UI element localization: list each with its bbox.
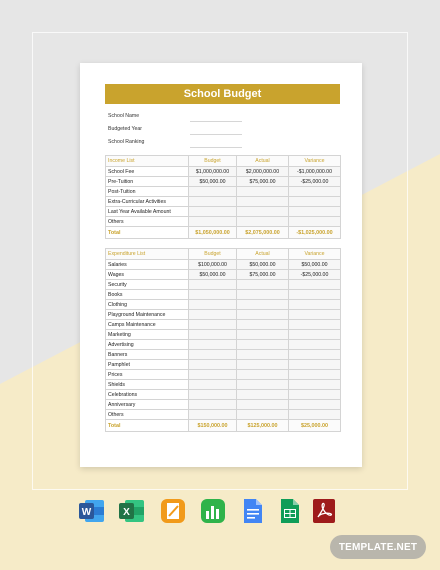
value-cell bbox=[189, 370, 237, 380]
value-cell bbox=[237, 207, 289, 217]
table-row bbox=[106, 320, 341, 330]
value-cell bbox=[289, 330, 341, 340]
value-cell bbox=[237, 300, 289, 310]
table-row bbox=[106, 360, 341, 370]
value-cell bbox=[237, 320, 289, 330]
value-cell bbox=[237, 400, 289, 410]
table-row bbox=[106, 260, 341, 270]
word-icon[interactable] bbox=[78, 497, 106, 525]
table-row bbox=[106, 300, 341, 310]
row-label: Prices bbox=[106, 370, 189, 380]
row-label: Shields bbox=[106, 380, 189, 390]
row-label: Wages bbox=[106, 270, 189, 280]
value-cell bbox=[189, 380, 237, 390]
value-cell bbox=[189, 350, 237, 360]
row-label: Celebrations bbox=[106, 390, 189, 400]
table-row bbox=[106, 400, 341, 410]
value-cell bbox=[237, 360, 289, 370]
value-cell bbox=[189, 360, 237, 370]
income-header-row bbox=[106, 156, 341, 167]
table-row bbox=[106, 350, 341, 360]
table-row bbox=[106, 270, 341, 280]
row-label: Pre-Tuition bbox=[106, 177, 189, 187]
google-docs-icon[interactable] bbox=[238, 497, 266, 525]
row-label: Last Year Available Amount bbox=[106, 207, 189, 217]
table-row bbox=[106, 187, 341, 197]
table-row bbox=[106, 380, 341, 390]
income-column-header: Budget bbox=[189, 156, 237, 167]
info-label-school-ranking: School Ranking bbox=[108, 139, 145, 145]
row-label: Others bbox=[106, 217, 189, 227]
table-row bbox=[106, 197, 341, 207]
table-row bbox=[106, 207, 341, 217]
value-cell bbox=[237, 410, 289, 420]
value-cell bbox=[289, 350, 341, 360]
table-row bbox=[106, 410, 341, 420]
numbers-icon[interactable] bbox=[199, 497, 227, 525]
value-cell: $2,000,000.00 bbox=[237, 167, 289, 177]
row-label: Playground Maintenance bbox=[106, 310, 189, 320]
total-value: $1,050,000.00 bbox=[189, 227, 237, 239]
value-cell bbox=[189, 197, 237, 207]
total-value: -$1,025,000.00 bbox=[289, 227, 341, 239]
value-cell bbox=[289, 380, 341, 390]
info-label-school-name: School Name bbox=[108, 113, 140, 119]
value-cell bbox=[189, 390, 237, 400]
excel-icon[interactable] bbox=[118, 497, 146, 525]
value-cell bbox=[189, 300, 237, 310]
value-cell bbox=[237, 187, 289, 197]
document-page bbox=[80, 63, 362, 467]
total-value: $125,000.00 bbox=[237, 420, 289, 432]
income-column-header: Income List bbox=[106, 156, 189, 167]
row-label: Extra-Curricular Activities bbox=[106, 197, 189, 207]
row-label: Anniversary bbox=[106, 400, 189, 410]
value-cell bbox=[289, 207, 341, 217]
value-cell bbox=[189, 340, 237, 350]
value-cell bbox=[289, 370, 341, 380]
value-cell bbox=[289, 340, 341, 350]
income-column-header: Actual bbox=[237, 156, 289, 167]
value-cell: $50,000.00 bbox=[237, 260, 289, 270]
value-cell bbox=[289, 410, 341, 420]
row-label: Camps Maintenance bbox=[106, 320, 189, 330]
info-line-school-name bbox=[190, 121, 242, 122]
income-column-header: Variance bbox=[289, 156, 341, 167]
value-cell bbox=[237, 390, 289, 400]
table-row bbox=[106, 310, 341, 320]
row-label: Salaries bbox=[106, 260, 189, 270]
value-cell: $50,000.00 bbox=[189, 270, 237, 280]
value-cell bbox=[189, 320, 237, 330]
table-row bbox=[106, 330, 341, 340]
total-label: Total bbox=[106, 227, 189, 239]
table-row bbox=[106, 370, 341, 380]
pages-icon[interactable] bbox=[159, 497, 187, 525]
value-cell bbox=[237, 217, 289, 227]
value-cell bbox=[189, 207, 237, 217]
table-row bbox=[106, 177, 341, 187]
value-cell bbox=[289, 360, 341, 370]
value-cell bbox=[189, 290, 237, 300]
row-label: Security bbox=[106, 280, 189, 290]
value-cell bbox=[289, 217, 341, 227]
value-cell bbox=[289, 187, 341, 197]
expenditure-column-header: Actual bbox=[237, 249, 289, 260]
value-cell bbox=[237, 197, 289, 207]
row-label: Pamphlet bbox=[106, 360, 189, 370]
value-cell bbox=[189, 217, 237, 227]
value-cell bbox=[189, 400, 237, 410]
value-cell bbox=[237, 340, 289, 350]
row-label: Clothing bbox=[106, 300, 189, 310]
income-table bbox=[105, 155, 341, 239]
value-cell bbox=[289, 300, 341, 310]
expenditure-table bbox=[105, 248, 341, 432]
value-cell: -$25,000.00 bbox=[289, 270, 341, 280]
info-label-budgeted-year: Budgeted Year bbox=[108, 126, 143, 132]
total-row bbox=[106, 420, 341, 432]
value-cell bbox=[237, 350, 289, 360]
total-row bbox=[106, 227, 341, 239]
svg-text:W: W bbox=[81, 507, 92, 518]
table-row bbox=[106, 390, 341, 400]
value-cell bbox=[237, 290, 289, 300]
total-value: $25,000.00 bbox=[289, 420, 341, 432]
value-cell: $1,000,000.00 bbox=[189, 167, 237, 177]
row-label: School Fee bbox=[106, 167, 189, 177]
value-cell bbox=[289, 400, 341, 410]
table-row bbox=[106, 290, 341, 300]
info-line-school-ranking bbox=[190, 147, 242, 148]
row-label: Books bbox=[106, 290, 189, 300]
google-sheets-icon[interactable] bbox=[275, 497, 303, 525]
value-cell: $75,000.00 bbox=[237, 177, 289, 187]
total-label: Total bbox=[106, 420, 189, 432]
value-cell bbox=[189, 410, 237, 420]
svg-text:X: X bbox=[123, 507, 130, 518]
value-cell: -$25,000.00 bbox=[289, 177, 341, 187]
table-row bbox=[106, 340, 341, 350]
value-cell bbox=[289, 310, 341, 320]
row-label: Post-Tuition bbox=[106, 187, 189, 197]
expenditure-column-header: Budget bbox=[189, 249, 237, 260]
pdf-icon[interactable] bbox=[310, 497, 338, 525]
total-value: $2,075,000.00 bbox=[237, 227, 289, 239]
total-value: $150,000.00 bbox=[189, 420, 237, 432]
info-line-budgeted-year bbox=[190, 134, 242, 135]
value-cell bbox=[189, 330, 237, 340]
format-icons bbox=[0, 497, 440, 525]
value-cell bbox=[189, 310, 237, 320]
brand-badge[interactable]: TEMPLATE.NET bbox=[330, 535, 426, 559]
document-title: School Budget bbox=[105, 84, 340, 104]
expenditure-column-header: Expenditure List bbox=[106, 249, 189, 260]
value-cell bbox=[289, 290, 341, 300]
value-cell bbox=[289, 390, 341, 400]
value-cell: $50,000.00 bbox=[189, 177, 237, 187]
value-cell bbox=[189, 187, 237, 197]
expenditure-column-header: Variance bbox=[289, 249, 341, 260]
value-cell bbox=[289, 280, 341, 290]
value-cell bbox=[237, 330, 289, 340]
value-cell bbox=[189, 280, 237, 290]
value-cell: $75,000.00 bbox=[237, 270, 289, 280]
value-cell bbox=[237, 380, 289, 390]
value-cell bbox=[237, 370, 289, 380]
value-cell bbox=[237, 310, 289, 320]
value-cell: $100,000.00 bbox=[189, 260, 237, 270]
row-label: Advertising bbox=[106, 340, 189, 350]
table-row bbox=[106, 280, 341, 290]
row-label: Others bbox=[106, 410, 189, 420]
value-cell: -$1,000,000.00 bbox=[289, 167, 341, 177]
table-row bbox=[106, 217, 341, 227]
value-cell: $50,000.00 bbox=[289, 260, 341, 270]
row-label: Banners bbox=[106, 350, 189, 360]
row-label: Marketing bbox=[106, 330, 189, 340]
table-row bbox=[106, 167, 341, 177]
value-cell bbox=[237, 280, 289, 290]
expenditure-header-row bbox=[106, 249, 341, 260]
value-cell bbox=[289, 320, 341, 330]
value-cell bbox=[289, 197, 341, 207]
